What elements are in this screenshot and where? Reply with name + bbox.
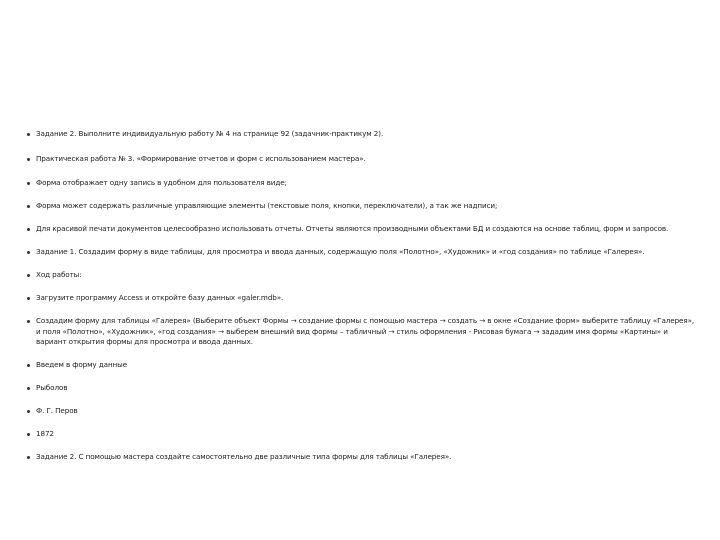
bullet-dot bbox=[27, 158, 30, 161]
list-item bbox=[27, 129, 697, 140]
list-item bbox=[27, 178, 697, 189]
list-item-text: Введем в форму данные bbox=[36, 360, 128, 369]
bullet-dot bbox=[27, 251, 30, 254]
list-item bbox=[27, 316, 697, 348]
bullet-dot bbox=[27, 387, 30, 390]
list-item-text: Ход работы: bbox=[36, 270, 82, 279]
list-item-text: Задание 2. С помощью мастера создайте самостоятельно две различные типа формы для таблицы «Галерея». bbox=[36, 452, 452, 461]
list-item-text: Создадим форму для таблицы «Галерея» (Выберите объект Формы → создание формы с помощью мастера → создать → в окне «Создание форм» выберите таблицу «Галерея», и поля «Полотно», «Художник», «год создания» → выберем внешний вид формы – табличный → стиль оформления - Рисовая бумага → зададим имя формы «Картины» и вариант открытия формы для просмотра и ввода данных. bbox=[36, 316, 695, 346]
list-item bbox=[27, 201, 697, 212]
bullet-dot bbox=[27, 182, 30, 185]
bullet-dot bbox=[27, 456, 30, 459]
list-item bbox=[27, 452, 697, 463]
list-item-text: Задание 2. Выполните индивидуальную работу № 4 на странице 92 (задачник-практикум 2). bbox=[36, 129, 384, 138]
list-item bbox=[27, 360, 697, 371]
list-item bbox=[27, 224, 697, 235]
bullet-dot bbox=[27, 297, 30, 300]
list-item bbox=[27, 429, 697, 440]
list-item-text: Для красивой печати документов целесообразно использовать отчеты. Отчеты являются производными объектами БД и создаются на основе таблиц, форм и запросов. bbox=[36, 224, 669, 233]
list-item-text: 1872 bbox=[36, 429, 54, 438]
bullet-dot bbox=[27, 364, 30, 367]
list-item bbox=[27, 154, 697, 165]
list-item-text: Задание 1. Создадим форму в виде таблицы, для просмотра и ввода данных, содержащую поля «Полотно», «Художник» и «год создания» по таблице «Галерея». bbox=[36, 247, 645, 256]
list-item-text: Загрузите программу Access и откройте базу данных «galer.mdb». bbox=[36, 293, 284, 302]
bullet-dot bbox=[27, 133, 30, 136]
list-item bbox=[27, 383, 697, 394]
list-item-text: Форма может содержать различные управляющие элементы (текстовые поля, кнопки, переключатели), а так же надписи; bbox=[36, 201, 498, 210]
bullet-dot bbox=[27, 320, 30, 323]
bullet-dot bbox=[27, 433, 30, 436]
list-item-text: Практическая работа № 3. «Формирование отчетов и форм с использованием мастера». bbox=[36, 154, 366, 163]
bullet-dot bbox=[27, 205, 30, 208]
list-item bbox=[27, 270, 697, 281]
list-item bbox=[27, 406, 697, 417]
bullet-dot bbox=[27, 274, 30, 277]
bullet-dot bbox=[27, 410, 30, 413]
list-item-text: Ф. Г. Перов bbox=[36, 406, 78, 415]
list-item-text: Форма отображает одну запись в удобном для пользователя виде; bbox=[36, 178, 287, 187]
list-item bbox=[27, 293, 697, 304]
bullet-dot bbox=[27, 228, 30, 231]
list-item bbox=[27, 247, 697, 258]
list-item-text: Рыболов bbox=[36, 383, 68, 392]
